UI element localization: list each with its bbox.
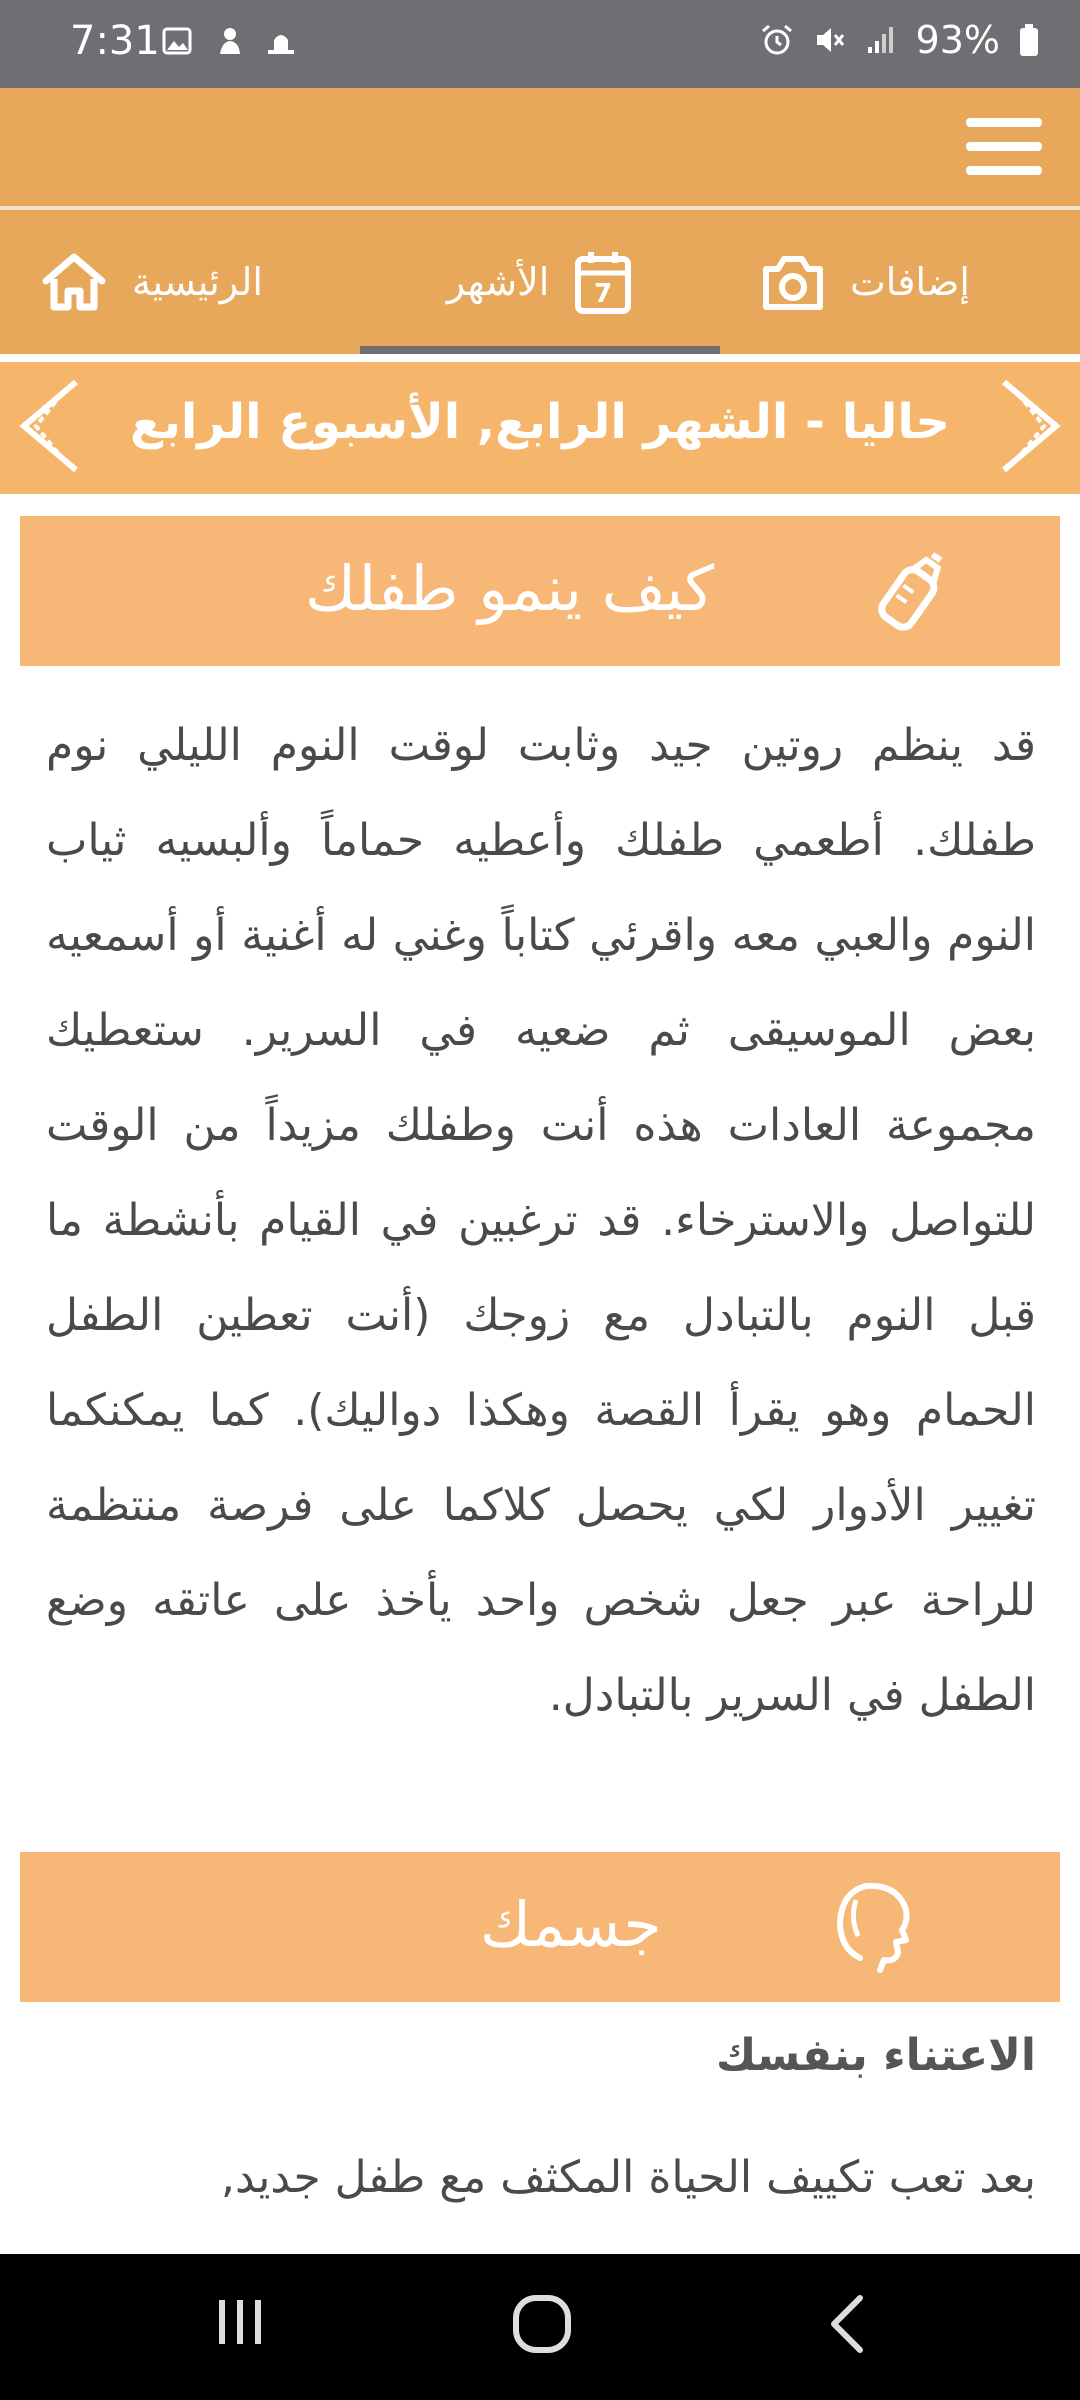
self-care-heading: الاعتناء بنفسك <box>715 2030 1036 2081</box>
tab-home-label: الرئيسية <box>132 260 263 304</box>
status-bar <box>0 0 1080 88</box>
mosque-icon <box>266 26 296 56</box>
your-body-text: بعد تعب تكييف الحياة المكثف مع طفل جديد, <box>221 2152 1036 2203</box>
tab-extras[interactable] <box>760 210 1080 354</box>
recent-apps-icon[interactable] <box>210 2292 270 2352</box>
section-baby-growth-title: كيف ينمو طفلك <box>305 552 715 625</box>
next-arrow-icon[interactable] <box>996 376 1066 476</box>
app-bar <box>0 88 1080 206</box>
tab-bar <box>0 210 1080 354</box>
home-icon <box>40 251 108 313</box>
tab-months-label: الأشهر <box>446 260 550 304</box>
camera-icon <box>760 251 826 313</box>
battery-icon <box>1018 23 1040 57</box>
calendar-icon <box>573 249 633 315</box>
baby-growth-text: قد ينظم روتين جيد وثابت لوقت النوم الليلي نوم طفلك. أطعمي طفلك وأعطيه حماماً وألبسيه ثياب النوم والعبي معه واقرئي كتاباً وغني له أغنية أو أسمعيه بعض الموسيقى ثم ضعيه في السرير. ستعطيك مجموعة العادات هذه أنت وطفلك مزيداً من الوقت للتواصل والاسترخاء. قد ترغبين في القيام بأنشطة ما قبل النوم بالتبادل مع زوجك (أنت تعطين الطفل الحمام وهو يقرأ القصة وهكذا دواليك). كما يمكنكما تغيير الأدوار لكي يحصل كلاكما على فرصة منتظمة للراحة عبر جعل شخص واحد يأخذ على عاتقه وضع الطفل في السرير بالتبادل. <box>46 720 1036 1721</box>
image-icon <box>162 26 192 56</box>
signal-icon <box>864 23 898 57</box>
tab-extras-label: إضافات <box>850 260 970 304</box>
baby-bottle-icon <box>868 546 958 636</box>
section-your-body-title: جسمك <box>480 1888 662 1961</box>
section-baby-growth-header <box>20 516 1060 666</box>
notification-icons <box>162 26 296 56</box>
alarm-icon <box>760 23 794 57</box>
woman-head-icon <box>826 1878 922 1974</box>
mute-icon <box>812 23 846 57</box>
menu-button[interactable] <box>966 116 1046 176</box>
section-your-body-header <box>20 1852 1060 2002</box>
baby-icon <box>214 26 244 56</box>
tab-months[interactable] <box>360 210 720 354</box>
calendar-badge: 7 <box>594 279 613 309</box>
battery-percent: 93% <box>915 18 1000 62</box>
system-icons <box>760 18 1040 62</box>
status-time: 7:31 <box>70 18 160 64</box>
home-button-icon[interactable] <box>510 2292 574 2356</box>
active-tab-indicator <box>360 346 720 354</box>
back-icon[interactable] <box>818 2292 878 2356</box>
current-week-title: حاليا - الشهر الرابع, الأسبوع الرابع <box>130 394 950 450</box>
week-navigation <box>0 362 1080 494</box>
tab-home[interactable] <box>40 210 360 354</box>
system-navigation-bar <box>0 2254 1080 2400</box>
